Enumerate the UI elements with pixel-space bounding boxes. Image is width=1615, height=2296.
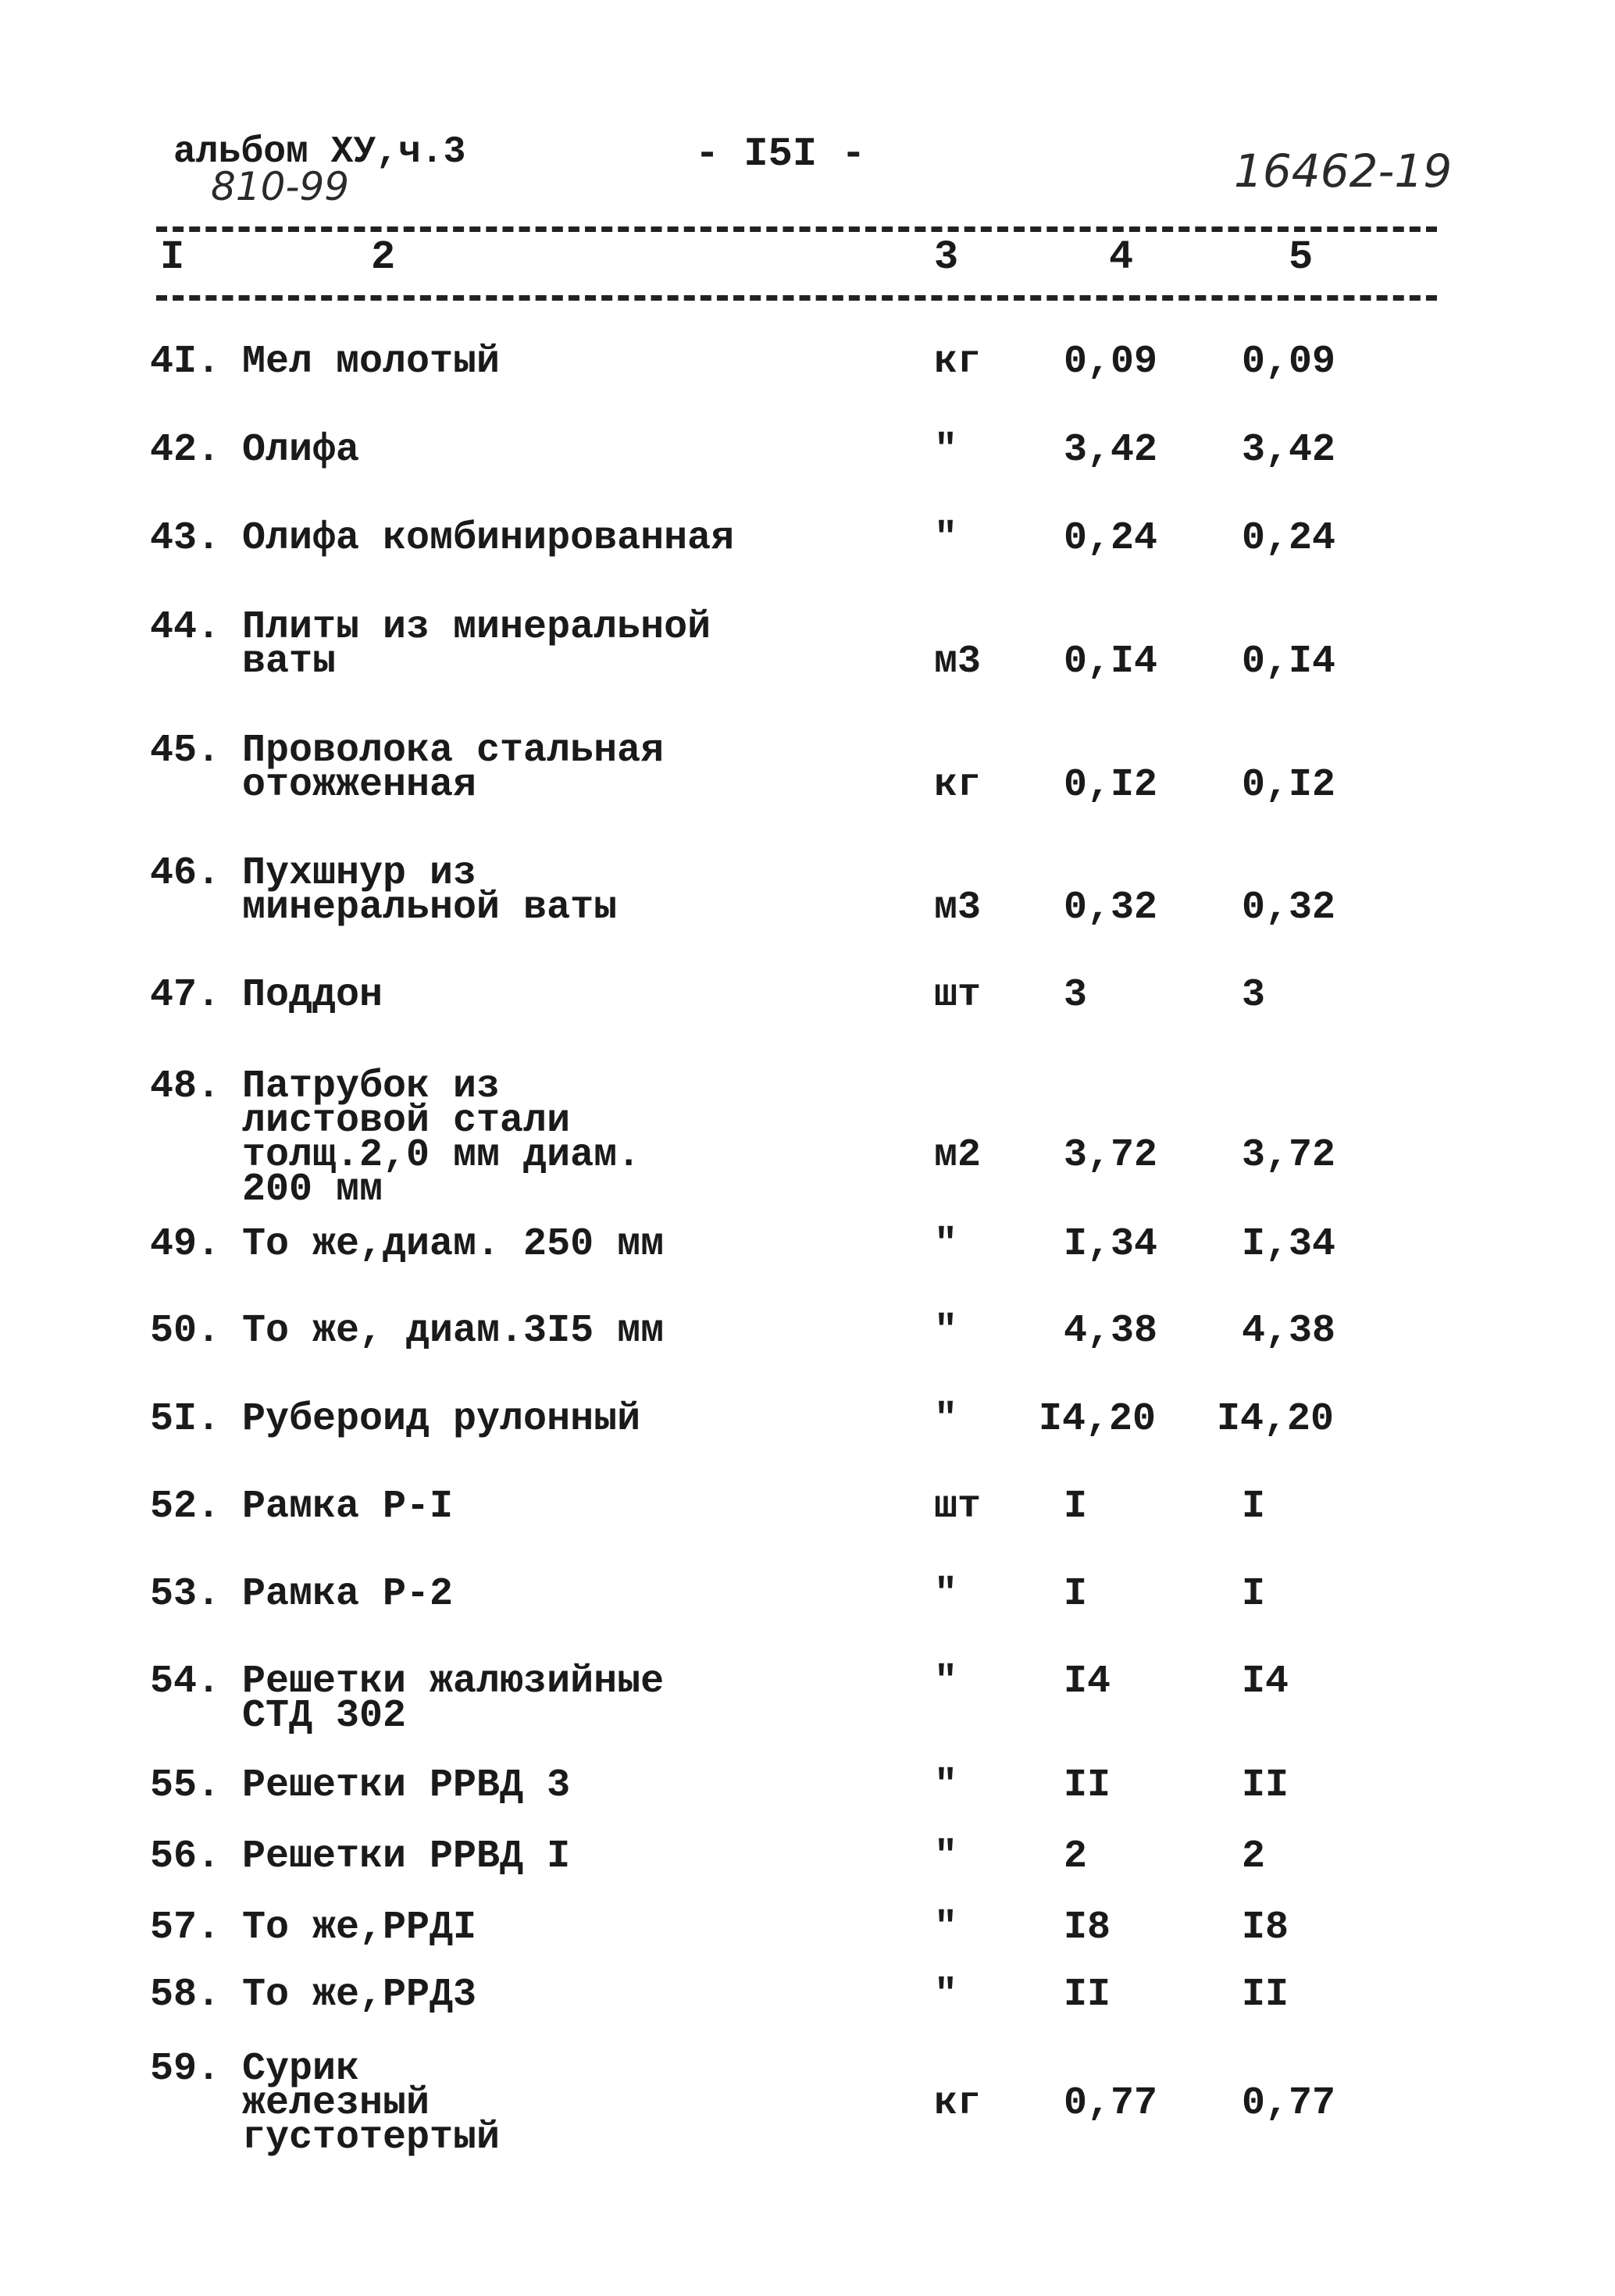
material-name: Проволока стальная отожженная: [242, 729, 665, 808]
quantity-col4: 0,09: [1064, 340, 1158, 384]
unit: ": [934, 1906, 958, 1950]
quantity-col5: 3,42: [1242, 428, 1336, 472]
table-header-bottom-rule: [156, 295, 1437, 301]
row-number: 43.: [150, 516, 221, 561]
row-number: 47.: [150, 973, 221, 1018]
quantity-col5: 0,77: [1242, 2081, 1336, 2126]
quantity-col4: II: [1064, 1763, 1111, 1808]
row-number: 55.: [150, 1763, 221, 1808]
quantity-col4: 4,38: [1064, 1309, 1158, 1353]
material-name: Поддон: [242, 973, 383, 1018]
quantity-col5: 0,32: [1242, 886, 1336, 930]
row-number: 48.: [150, 1064, 221, 1109]
quantity-col5: 4,38: [1242, 1309, 1336, 1353]
unit: ": [934, 516, 958, 561]
material-name: То же,РРДI: [242, 1906, 477, 1950]
quantity-col4: 3: [1064, 973, 1088, 1018]
quantity-col4: 0,77: [1064, 2081, 1158, 2126]
handwritten-document-code: 16462-19: [1234, 144, 1453, 198]
quantity-col5: II: [1242, 1973, 1289, 2017]
column-header-3: 3: [934, 234, 959, 280]
unit: м2: [934, 1133, 982, 1178]
quantity-col4: 0,32: [1064, 886, 1158, 930]
row-number: 42.: [150, 428, 221, 472]
material-name: Рубероид рулонный: [242, 1397, 641, 1442]
quantity-col4: I4,20: [1039, 1397, 1157, 1442]
quantity-col4: I: [1064, 1485, 1088, 1529]
unit: ": [934, 1763, 958, 1808]
quantity-col5: II: [1242, 1763, 1289, 1808]
quantity-col4: I,34: [1064, 1222, 1158, 1267]
handwritten-album-number: 810-99: [211, 164, 350, 209]
unit: м3: [934, 640, 982, 684]
material-name: Рамка Р-2: [242, 1572, 454, 1617]
row-number: 5I.: [150, 1397, 221, 1442]
material-name: Решетки РРВД I: [242, 1834, 571, 1879]
row-number: 54.: [150, 1660, 221, 1704]
material-name: Рамка Р-I: [242, 1485, 454, 1529]
row-number: 46.: [150, 851, 221, 896]
unit: ": [934, 1397, 958, 1442]
unit: шт: [934, 973, 982, 1018]
material-name: Олифа: [242, 428, 360, 472]
material-name: Решетки жалюзийные СТД 302: [242, 1660, 665, 1738]
quantity-col5: 0,09: [1242, 340, 1336, 384]
album-label: альбом ХУ,ч.3: [173, 131, 466, 173]
material-name: Пухшнур из минеральной ваты: [242, 851, 618, 930]
unit: ": [934, 1660, 958, 1704]
quantity-col4: II: [1064, 1973, 1111, 2017]
row-number: 4I.: [150, 340, 221, 384]
unit: ": [934, 428, 958, 472]
column-header-1: I: [160, 234, 185, 280]
row-number: 44.: [150, 605, 221, 650]
quantity-col4: 3,72: [1064, 1133, 1158, 1178]
unit: кг: [934, 763, 982, 808]
row-number: 49.: [150, 1222, 221, 1267]
table-header-top-rule: [156, 226, 1437, 232]
material-name: Решетки РРВД 3: [242, 1763, 571, 1808]
page-number: - I5I -: [695, 131, 866, 177]
unit: ": [934, 1834, 958, 1879]
quantity-col4: 3,42: [1064, 428, 1158, 472]
row-number: 50.: [150, 1309, 221, 1353]
material-name: Плиты из минеральной ваты: [242, 605, 711, 684]
quantity-col4: 2: [1064, 1834, 1088, 1879]
row-number: 45.: [150, 729, 221, 773]
unit: ": [934, 1572, 958, 1617]
quantity-col5: I4: [1242, 1660, 1289, 1704]
quantity-col5: 3,72: [1242, 1133, 1336, 1178]
row-number: 53.: [150, 1572, 221, 1617]
quantity-col4: I8: [1064, 1906, 1111, 1950]
row-number: 56.: [150, 1834, 221, 1879]
unit: шт: [934, 1485, 982, 1529]
quantity-col5: 2: [1242, 1834, 1266, 1879]
row-number: 58.: [150, 1973, 221, 2017]
unit: м3: [934, 886, 982, 930]
material-name: Патрубок из листовой стали толщ.2,0 мм диам. 200 мм: [242, 1064, 641, 1212]
quantity-col4: 0,I2: [1064, 763, 1158, 808]
quantity-col5: 0,I2: [1242, 763, 1336, 808]
material-name: То же,диам. 250 мм: [242, 1222, 665, 1267]
unit: ": [934, 1309, 958, 1353]
column-header-5: 5: [1289, 234, 1314, 280]
quantity-col5: 0,24: [1242, 516, 1336, 561]
material-name: Сурик железный густотертый: [242, 2047, 501, 2160]
quantity-col4: I4: [1064, 1660, 1111, 1704]
column-header-2: 2: [371, 234, 396, 280]
quantity-col4: I: [1064, 1572, 1088, 1617]
unit: ": [934, 1222, 958, 1267]
row-number: 59.: [150, 2047, 221, 2091]
unit: кг: [934, 340, 982, 384]
unit: кг: [934, 2081, 982, 2126]
quantity-col4: 0,24: [1064, 516, 1158, 561]
quantity-col5: I: [1242, 1572, 1266, 1617]
quantity-col5: I: [1242, 1485, 1266, 1529]
material-name: Олифа комбинированная: [242, 516, 735, 561]
quantity-col5: 3: [1242, 973, 1266, 1018]
row-number: 57.: [150, 1906, 221, 1950]
material-name: То же,РРД3: [242, 1973, 477, 2017]
quantity-col4: 0,I4: [1064, 640, 1158, 684]
quantity-col5: 0,I4: [1242, 640, 1336, 684]
quantity-col5: I8: [1242, 1906, 1289, 1950]
column-header-4: 4: [1109, 234, 1134, 280]
quantity-col5: I4,20: [1217, 1397, 1335, 1442]
material-name: Мел молотый: [242, 340, 501, 384]
quantity-col5: I,34: [1242, 1222, 1336, 1267]
unit: ": [934, 1973, 958, 2017]
material-name: То же, диам.3I5 мм: [242, 1309, 665, 1353]
row-number: 52.: [150, 1485, 221, 1529]
